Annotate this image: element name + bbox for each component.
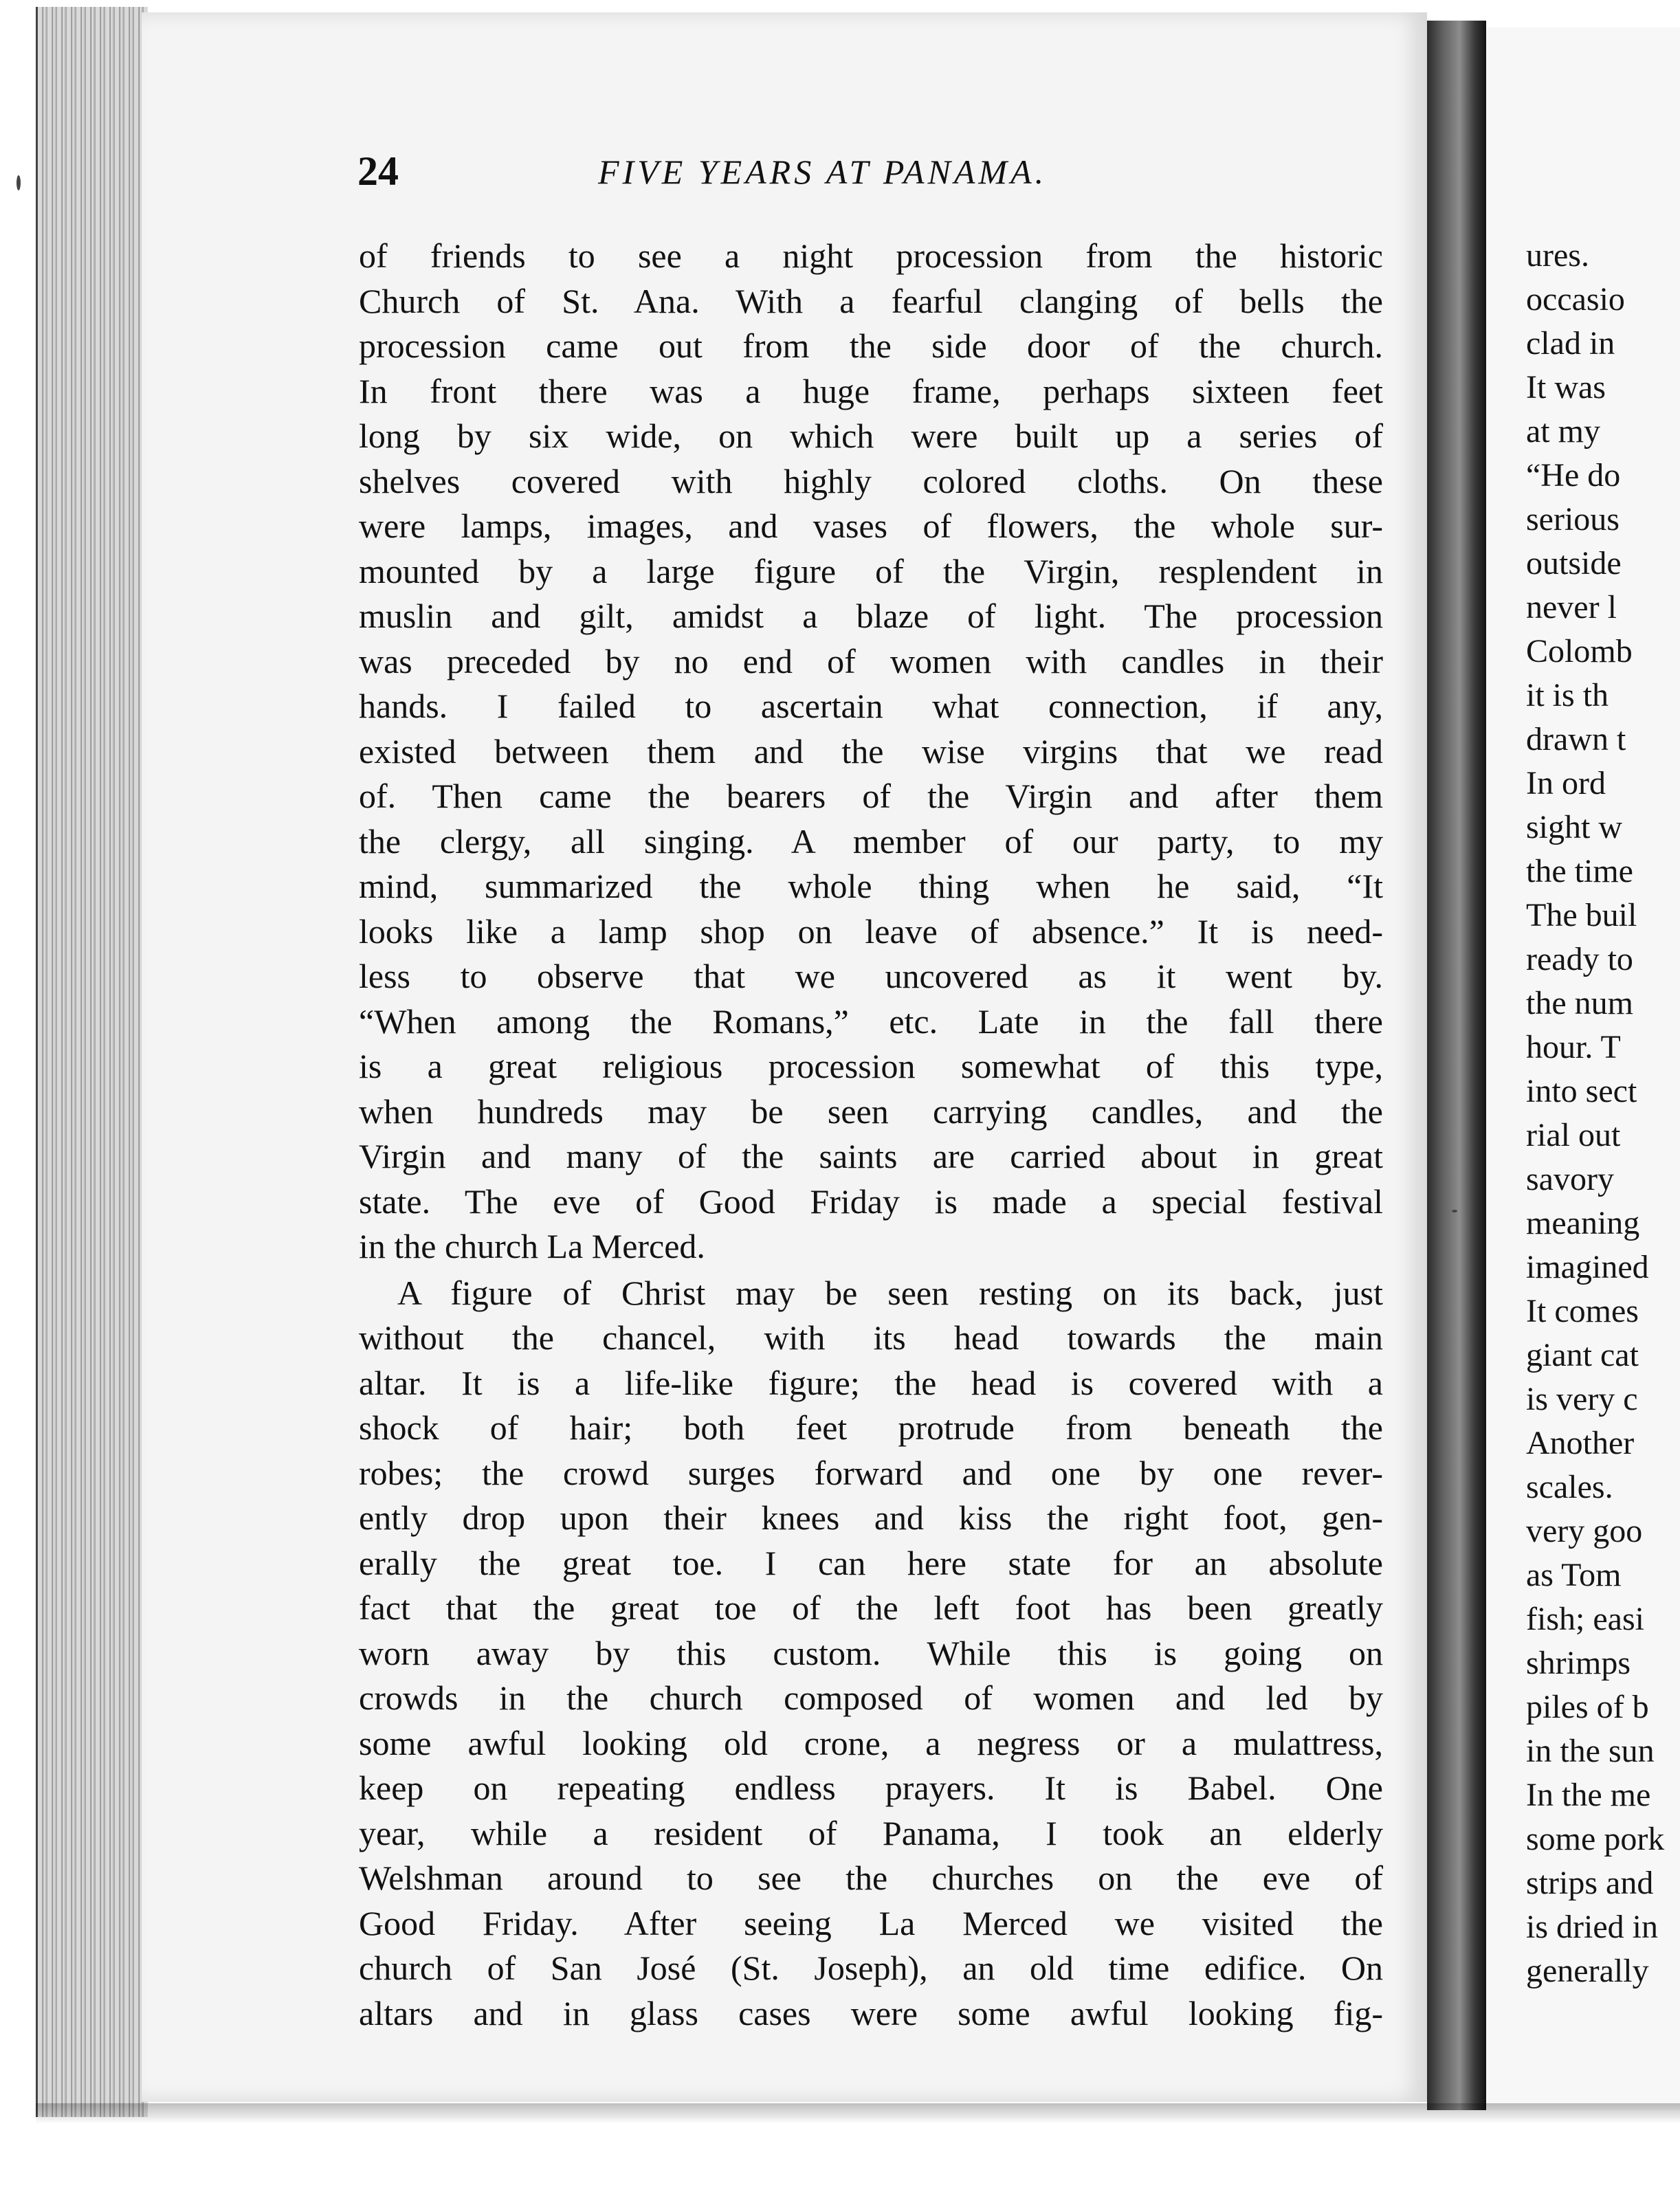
right-page-line: shrimps — [1526, 1645, 1631, 1681]
text-line: less to observe that we uncovered as it went by. — [359, 957, 1383, 995]
text-line: ently drop upon their knees and kiss the right foot, gen- — [359, 1498, 1383, 1537]
right-page-line: drawn t — [1526, 721, 1626, 757]
bottom-shadow — [36, 2103, 1680, 2124]
text-line: when hundreds may be seen carrying candles, and the — [359, 1092, 1383, 1131]
text-line: altars and in glass cases were some awful looking fig- — [359, 1993, 1383, 2032]
page-edges — [36, 7, 148, 2117]
text-line: erally the great toe. I can here state for an absolute — [359, 1543, 1383, 1582]
text-line: Church of St. Ana. With a fearful clanging of bells the — [359, 281, 1383, 320]
text-line: mounted by a large figure of the Virgin, resplendent in — [359, 551, 1383, 590]
right-page-line: serious — [1526, 501, 1620, 538]
right-page-line: never l — [1526, 589, 1617, 625]
text-line: of friends to see a night procession from the historic — [359, 236, 1383, 275]
right-page-line: into sect — [1526, 1073, 1637, 1109]
right-page-line: in the sun — [1526, 1733, 1655, 1769]
text-line: shock of hair; both feet protrude from beneath the — [359, 1408, 1383, 1447]
text-line: hands. I failed to ascertain what connection, if any, — [359, 687, 1383, 725]
right-page-line: rial out — [1526, 1117, 1621, 1153]
right-page-text — [1526, 234, 1680, 1993]
right-page-line: In ord — [1526, 765, 1606, 801]
right-page-line: very goo — [1526, 1513, 1643, 1549]
running-title: FIVE YEARS AT PANAMA. — [598, 153, 1048, 191]
text-line: shelves covered with highly colored cloths. On these — [359, 461, 1383, 500]
right-page-line: In the me — [1526, 1777, 1651, 1813]
book-gutter — [1427, 21, 1486, 2110]
text-line: worn away by this custom. While this is going on — [359, 1633, 1383, 1672]
text-line: Welshman around to see the churches on the eve of — [359, 1859, 1383, 1897]
right-page-line: imagined — [1526, 1249, 1649, 1285]
text-line: crowds in the church composed of women and led by — [359, 1678, 1383, 1717]
text-line: existed between them and the wise virgins that we read — [359, 731, 1383, 771]
text-line: church of San José (St. Joseph), an old time edifice. On — [359, 1949, 1383, 1987]
text-line: Virgin and many of the saints are carried about in great — [359, 1137, 1383, 1175]
text-line: is a great religious procession somewhat of this type, — [359, 1047, 1383, 1085]
text-line: “When among the Romans,” etc. Late in the fall there — [359, 1001, 1383, 1041]
right-page-line: it is th — [1526, 677, 1609, 713]
text-line: muslin and gilt, amidst a blaze of light. The procession — [359, 597, 1383, 635]
right-page-line: at my — [1526, 413, 1600, 450]
text-line: was preceded by no end of women with candles in their — [359, 641, 1383, 680]
scan-speck — [16, 175, 21, 190]
text-line: long by six wide, on which were built up a series of — [359, 417, 1383, 455]
text-line: keep on repeating endless prayers. It is Babel. One — [359, 1769, 1383, 1807]
text-line: the clergy, all singing. A member of our party, to my — [359, 821, 1383, 861]
text-line: were lamps, images, and vases of flowers, the whole sur- — [359, 507, 1383, 545]
text-line: A figure of Christ may be seen resting on its back, just — [397, 1273, 1383, 1312]
right-page-line: fish; easi — [1526, 1601, 1644, 1637]
text-line: of. Then came the bearers of the Virgin and after them — [359, 777, 1383, 815]
right-page-line: giant cat — [1526, 1337, 1639, 1373]
text-line: state. The eve of Good Friday is made a special festival — [359, 1182, 1383, 1221]
right-page-line: It was — [1526, 369, 1606, 406]
right-page-line: some pork — [1526, 1821, 1665, 1857]
right-page-line: The buil — [1526, 897, 1637, 933]
text-line: year, while a resident of Panama, I took an elderly — [359, 1813, 1383, 1852]
text-line: without the chancel, with its head towards the main — [359, 1318, 1383, 1357]
text-line: looks like a lamp shop on leave of absence.” It is need- — [359, 911, 1383, 951]
right-page-line: the num — [1526, 985, 1633, 1021]
text-line: altar. It is a life-like figure; the head is covered with a — [359, 1363, 1383, 1402]
right-page-line: hour. T — [1526, 1029, 1621, 1065]
left-page-text — [359, 234, 1383, 2036]
right-page-line: is very c — [1526, 1381, 1638, 1417]
text-line: robes; the crowd surges forward and one by one rever- — [359, 1453, 1383, 1492]
right-page-line: strips and — [1526, 1865, 1654, 1901]
text-line: mind, summarized the whole thing when he said, “It — [359, 867, 1383, 905]
right-page-line: meaning — [1526, 1205, 1640, 1241]
right-page-line: is dried in — [1526, 1909, 1658, 1945]
right-page-line: occasio — [1526, 281, 1625, 318]
paragraph-1 — [359, 234, 1383, 1270]
right-page-line: ures. — [1526, 237, 1589, 274]
right-page-line: sight w — [1526, 809, 1623, 845]
right-page-line: Another — [1526, 1425, 1635, 1461]
text-line: in the church La Merced. — [359, 1227, 705, 1265]
right-page-line: as Tom — [1526, 1557, 1622, 1593]
text-line: fact that the great toe of the left foot has been greatly — [359, 1588, 1383, 1627]
text-line: In front there was a huge frame, perhaps sixteen feet — [359, 371, 1383, 410]
scan-speck — [1452, 1210, 1457, 1212]
right-page-line: generally — [1526, 1953, 1649, 1989]
right-page-line: scales. — [1526, 1469, 1613, 1505]
text-line: procession came out from the side door of the church. — [359, 326, 1383, 365]
right-page-line: “He do — [1526, 457, 1621, 494]
page-number: 24 — [357, 148, 399, 194]
page-header — [357, 148, 1389, 203]
text-line: some awful looking old crone, a negress or a mulattress, — [359, 1723, 1383, 1762]
right-page-line: savory — [1526, 1161, 1614, 1197]
right-page-line: It comes — [1526, 1293, 1639, 1329]
right-page-line: ready to — [1526, 941, 1633, 977]
right-page-line: Colomb — [1526, 633, 1633, 669]
right-page-line: outside — [1526, 545, 1622, 581]
text-line: Good Friday. After seeing La Merced we visited the — [359, 1903, 1383, 1942]
right-page-line: clad in — [1526, 325, 1615, 362]
right-page-line: the time — [1526, 853, 1633, 889]
right-page-line: piles of b — [1526, 1689, 1649, 1725]
paragraph-2 — [359, 1271, 1383, 2037]
